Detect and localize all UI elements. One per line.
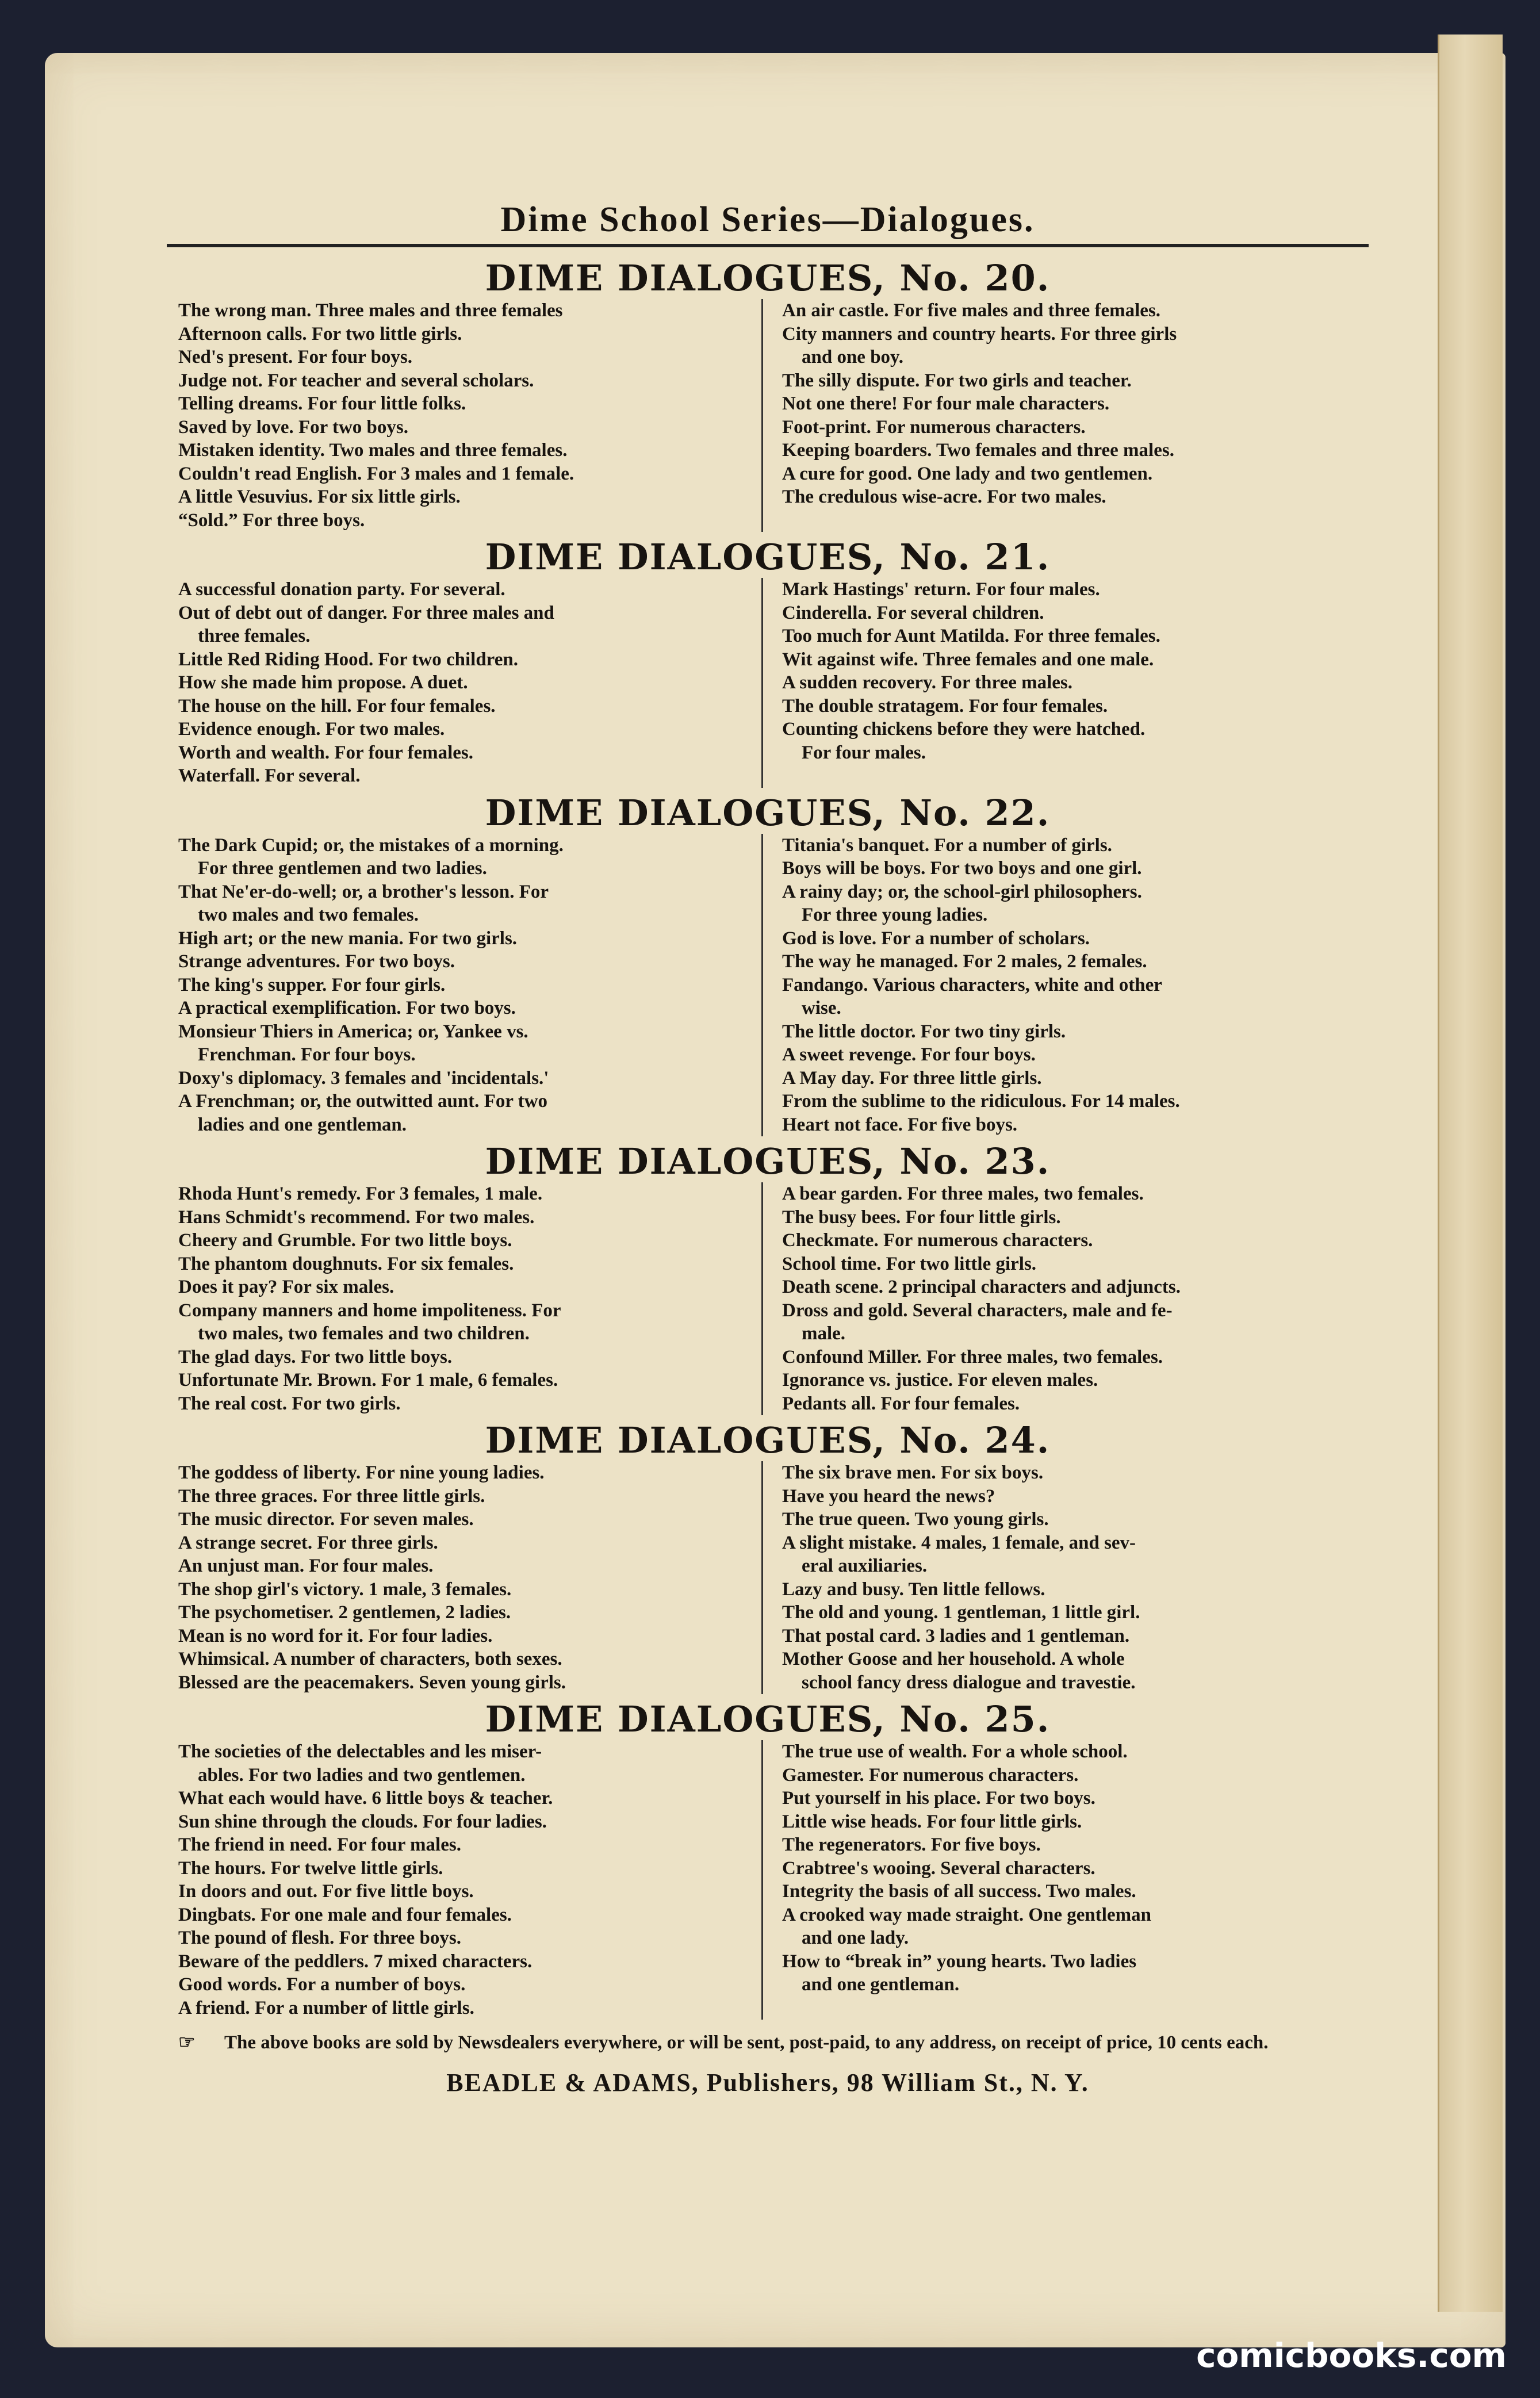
left-column [178, 834, 763, 1137]
dialogue-entry: Judge not. For teacher and several scholars. [178, 370, 534, 391]
dialogue-entry: The hours. For twelve little girls. [178, 1857, 443, 1879]
dialogue-entry: Keeping boarders. Two females and three males. [782, 440, 1174, 461]
dialogue-entry: Have you heard the news? [782, 1485, 995, 1507]
header-rule [167, 244, 1369, 247]
dialogue-entry: Foot-print. For numerous characters. [782, 416, 1086, 438]
left-column [178, 578, 763, 788]
section-columns [178, 578, 1357, 788]
section-title: DIME DIALOGUES, No. 22. [485, 791, 1051, 834]
dialogue-entry: A practical exemplification. For two boys. [178, 998, 516, 1018]
ordering-note-text: The above books are sold by Newsdealers everywhere, or will be sent, post-paid, to any address, on receipt of price, 10 cents each. [224, 2032, 1269, 2053]
dialogue-entry: A May day. For three little girls. [782, 1067, 1042, 1089]
dialogue-entry: How she made him propose. A duet. [178, 672, 468, 693]
left-column [178, 1461, 763, 1694]
dialogue-section [178, 788, 1357, 1137]
dialogue-entry: What each would have. 6 little boys & teacher. [178, 1788, 553, 1809]
series-header: Dime School Series—Dialogues. [500, 200, 1035, 239]
pointing-hand-icon: ☞ [178, 2032, 196, 2053]
section-title: DIME DIALOGUES, No. 25. [485, 1698, 1051, 1740]
dialogue-entry: The house on the hill. For four females. [178, 695, 496, 717]
dialogue-entry: “Sold.” For three boys. [178, 510, 365, 531]
dialogue-entry: Cheery and Grumble. For two little boys. [178, 1230, 512, 1251]
dialogue-entry: Evidence enough. For two males. [178, 719, 445, 740]
dialogue-entry: Mistaken identity. Two males and three females. [178, 440, 568, 461]
dialogue-entry: The wrong man. Three males and three females [178, 300, 563, 321]
dialogue-entry: The shop girl's victory. 1 male, 3 females. [178, 1579, 512, 1600]
dialogue-entry: An unjust man. For four males. [178, 1556, 434, 1576]
dialogue-entry: two males and two females. [198, 905, 419, 925]
section-title: DIME DIALOGUES, No. 20. [485, 257, 1051, 299]
dialogue-entry: Little wise heads. For four little girls. [782, 1811, 1082, 1832]
dialogue-entry: Lazy and busy. Ten little fellows. [782, 1579, 1045, 1600]
dialogue-entry: The credulous wise-acre. For two males. [782, 487, 1106, 507]
dialogue-section [178, 1136, 1357, 1415]
left-column [178, 1182, 763, 1415]
dialogue-entry: The king's supper. For four girls. [178, 974, 446, 995]
dialogue-entry: two males, two females and two children. [198, 1323, 530, 1344]
dialogue-entry: That Ne'er-do-well; or, a brother's lesson. For [178, 881, 549, 902]
dialogue-entry: How to “break in” young hearts. Two ladies [782, 1951, 1137, 1972]
dialogue-entry: A successful donation party. For several. [178, 579, 505, 600]
dialogue-entry: The busy bees. For four little girls. [782, 1206, 1061, 1228]
dialogue-entry: ladies and one gentleman. [198, 1114, 407, 1135]
dialogue-entry: Company manners and home impoliteness. For [178, 1300, 561, 1321]
dialogue-entry: The music director. For seven males. [178, 1509, 474, 1530]
dialogue-entry: Ignorance vs. justice. For eleven males. [782, 1370, 1098, 1390]
dialogue-entry: The way he managed. For 2 males, 2 females. [782, 951, 1147, 972]
dialogue-entry: The true use of wealth. For a whole school. [782, 1741, 1128, 1762]
dialogue-entry: A bear garden. For three males, two females. [782, 1183, 1144, 1204]
dialogue-section [178, 1694, 1357, 2020]
dialogue-entry: The goddess of liberty. For nine young ladies. [178, 1462, 545, 1483]
dialogue-entry: three females. [198, 626, 311, 646]
left-column [178, 1740, 763, 2020]
dialogue-entry: Sun shine through the clouds. For four ladies. [178, 1811, 547, 1832]
dialogue-entry: The psychometiser. 2 gentlemen, 2 ladies. [178, 1602, 511, 1623]
dialogue-entry: The Dark Cupid; or, the mistakes of a morning. [178, 834, 564, 856]
dialogue-section [178, 532, 1357, 788]
dialogue-entry: Checkmate. For numerous characters. [782, 1230, 1093, 1251]
dialogue-entry: Hans Schmidt's recommend. For two males. [178, 1206, 535, 1228]
dialogue-entry: A little Vesuvius. For six little girls. [178, 487, 461, 507]
dialogue-entry: Does it pay? For six males. [178, 1277, 394, 1297]
dialogue-entry: A rainy day; or, the school-girl philosophers. [782, 881, 1142, 902]
dialogue-entry: Dross and gold. Several characters, male and fe- [782, 1300, 1173, 1321]
dialogue-entry: eral auxiliaries. [802, 1556, 928, 1576]
dialogue-entry: That postal card. 3 ladies and 1 gentleman. [782, 1625, 1130, 1646]
dialogue-entry: Couldn't read English. For 3 males and 1 female. [178, 463, 574, 484]
dialogue-entry: The real cost. For two girls. [178, 1393, 401, 1414]
dialogue-entry: Mother Goose and her household. A whole [782, 1649, 1125, 1669]
dialogue-entry: Telling dreams. For four little folks. [178, 393, 466, 414]
dialogue-entry: The three graces. For three little girls. [178, 1485, 485, 1507]
dialogue-entry: The six brave men. For six boys. [782, 1462, 1044, 1483]
section-columns [178, 1461, 1357, 1694]
section-title: DIME DIALOGUES, No. 23. [485, 1140, 1051, 1182]
dialogue-entry: Doxy's diplomacy. 3 females and 'incidentals.' [178, 1067, 549, 1089]
dialogue-entry: Titania's banquet. For a number of girls. [782, 834, 1112, 856]
dialogue-entry: Unfortunate Mr. Brown. For 1 male, 6 females. [178, 1370, 558, 1390]
dialogue-entry: City manners and country hearts. For three girls [782, 323, 1177, 344]
dialogue-entry: Crabtree's wooing. Several characters. [782, 1857, 1095, 1879]
section-title: DIME DIALOGUES, No. 24. [485, 1419, 1051, 1461]
dialogue-entry: For three young ladies. [802, 905, 988, 925]
dialogue-entry: A Frenchman; or, the outwitted aunt. For two [178, 1091, 547, 1112]
dialogue-entry: The societies of the delectables and les miser- [178, 1741, 542, 1762]
dialogue-entry: Integrity the basis of all success. Two males. [782, 1881, 1136, 1902]
dialogue-entry: and one lady. [802, 1928, 909, 1948]
right-column [774, 1740, 1357, 2020]
left-column [178, 299, 763, 532]
dialogue-entry: Monsieur Thiers in America; or, Yankee vs. [178, 1021, 528, 1042]
dialogue-entry: The pound of flesh. For three boys. [178, 1928, 462, 1948]
right-column [774, 1461, 1357, 1694]
right-column [774, 1182, 1357, 1415]
dialogue-entry: A slight mistake. 4 males, 1 female, and sev- [782, 1532, 1136, 1553]
dialogue-entry: Rhoda Hunt's remedy. For 3 females, 1 male. [178, 1183, 543, 1204]
dialogue-entry: Boys will be boys. For two boys and one girl. [782, 858, 1142, 879]
dialogue-entry: Mark Hastings' return. For four males. [782, 579, 1100, 600]
dialogue-entry: Mean is no word for it. For four ladies. [178, 1625, 493, 1646]
dialogue-entry: ables. For two ladies and two gentlemen. [198, 1764, 526, 1786]
section-columns [178, 1740, 1357, 2020]
dialogue-entry: male. [802, 1323, 846, 1344]
dialogue-entry: Blessed are the peacemakers. Seven young girls. [178, 1672, 566, 1693]
dialogue-entry: wise. [802, 998, 841, 1018]
dialogue-entry: For three gentlemen and two ladies. [198, 858, 487, 879]
section-title: DIME DIALOGUES, No. 21. [485, 536, 1051, 578]
dialogue-entry: Put yourself in his place. For two boys. [782, 1788, 1095, 1809]
dialogue-entry: Strange adventures. For two boys. [178, 951, 455, 972]
section-columns [178, 834, 1357, 1137]
watermark-logo: comicbooks.com [1196, 2336, 1507, 2375]
dialogue-entry: Waterfall. For several. [178, 765, 361, 786]
dialogue-section [178, 1415, 1357, 1694]
dialogue-entry: God is love. For a number of scholars. [782, 928, 1090, 949]
ordering-note [178, 2030, 1357, 2055]
dialogue-entry: A strange secret. For three girls. [178, 1532, 438, 1553]
dialogue-entry: Whimsical. A number of characters, both sexes. [178, 1649, 562, 1669]
dialogue-entry: Fandango. Various characters, white and other [782, 974, 1162, 995]
right-column [774, 299, 1357, 532]
section-columns [178, 299, 1357, 532]
dialogue-entry: The old and young. 1 gentleman, 1 little girl. [782, 1602, 1140, 1623]
page-content [178, 196, 1357, 2097]
dialogue-sections [178, 253, 1357, 2020]
right-column [774, 834, 1357, 1137]
dialogue-entry: A sweet revenge. For four boys. [782, 1044, 1036, 1065]
dialogue-entry: A crooked way made straight. One gentleman [782, 1904, 1151, 1925]
dialogue-entry: A sudden recovery. For three males. [782, 672, 1073, 693]
dialogue-entry: and one gentleman. [802, 1974, 960, 1995]
dialogue-entry: The true queen. Two young girls. [782, 1509, 1049, 1530]
dialogue-entry: For four males. [802, 742, 926, 763]
dialogue-entry: The phantom doughnuts. For six females. [178, 1253, 514, 1274]
dialogue-entry: Counting chickens before they were hatched. [782, 719, 1146, 740]
dialogue-entry: The friend in need. For four males. [178, 1834, 461, 1855]
dialogue-entry: Wit against wife. Three females and one male. [782, 649, 1154, 670]
dialogue-entry: An air castle. For five males and three females. [782, 300, 1161, 321]
dialogue-entry: The double stratagem. For four females. [782, 695, 1108, 717]
dialogue-entry: The regenerators. For five boys. [782, 1834, 1041, 1855]
dialogue-entry: The little doctor. For two tiny girls. [782, 1021, 1066, 1042]
dialogue-entry: High art; or the new mania. For two girls. [178, 928, 518, 949]
dialogue-entry: Heart not face. For five boys. [782, 1114, 1018, 1135]
dialogue-section [178, 253, 1357, 532]
dialogue-entry: Ned's present. For four boys. [178, 347, 413, 367]
dialogue-entry: Confound Miller. For three males, two females. [782, 1346, 1163, 1367]
dialogue-entry: Dingbats. For one male and four females. [178, 1904, 512, 1925]
dialogue-entry: Not one there! For four male characters. [782, 393, 1110, 414]
dialogue-entry: Little Red Riding Hood. For two children. [178, 649, 518, 670]
dialogue-entry: A cure for good. One lady and two gentlemen. [782, 463, 1153, 484]
dialogue-entry: Good words. For a number of boys. [178, 1974, 466, 1995]
publisher-line: BEADLE & ADAMS, Publishers, 98 William St., N. Y. [446, 2068, 1089, 2097]
dialogue-entry: The silly dispute. For two girls and teacher. [782, 370, 1132, 391]
dialogue-entry: School time. For two little girls. [782, 1253, 1037, 1274]
dialogue-entry: Afternoon calls. For two little girls. [178, 323, 462, 344]
dialogue-entry: Too much for Aunt Matilda. For three females. [782, 626, 1160, 646]
dialogue-entry: The glad days. For two little boys. [178, 1346, 453, 1367]
section-columns [178, 1182, 1357, 1415]
dialogue-entry: From the sublime to the ridiculous. For 14 males. [782, 1091, 1180, 1112]
right-column [774, 578, 1357, 788]
dialogue-entry: school fancy dress dialogue and travestie. [802, 1672, 1136, 1693]
dialogue-entry: Out of debt out of danger. For three males and [178, 602, 554, 623]
dialogue-entry: Worth and wealth. For four females. [178, 742, 473, 763]
dialogue-entry: A friend. For a number of little girls. [178, 1997, 474, 2018]
dialogue-entry: Death scene. 2 principal characters and adjuncts. [782, 1277, 1181, 1297]
dialogue-entry: Cinderella. For several children. [782, 602, 1044, 623]
dialogue-entry: Gamester. For numerous characters. [782, 1764, 1079, 1786]
dialogue-entry: and one boy. [802, 347, 903, 367]
dialogue-entry: Frenchman. For four boys. [198, 1044, 416, 1065]
dialogue-entry: Pedants all. For four females. [782, 1393, 1020, 1414]
dialogue-entry: Saved by love. For two boys. [178, 416, 408, 438]
page-edge [1438, 35, 1503, 2312]
dialogue-entry: Beware of the peddlers. 7 mixed characters. [178, 1951, 533, 1972]
dialogue-entry: In doors and out. For five little boys. [178, 1881, 474, 1902]
